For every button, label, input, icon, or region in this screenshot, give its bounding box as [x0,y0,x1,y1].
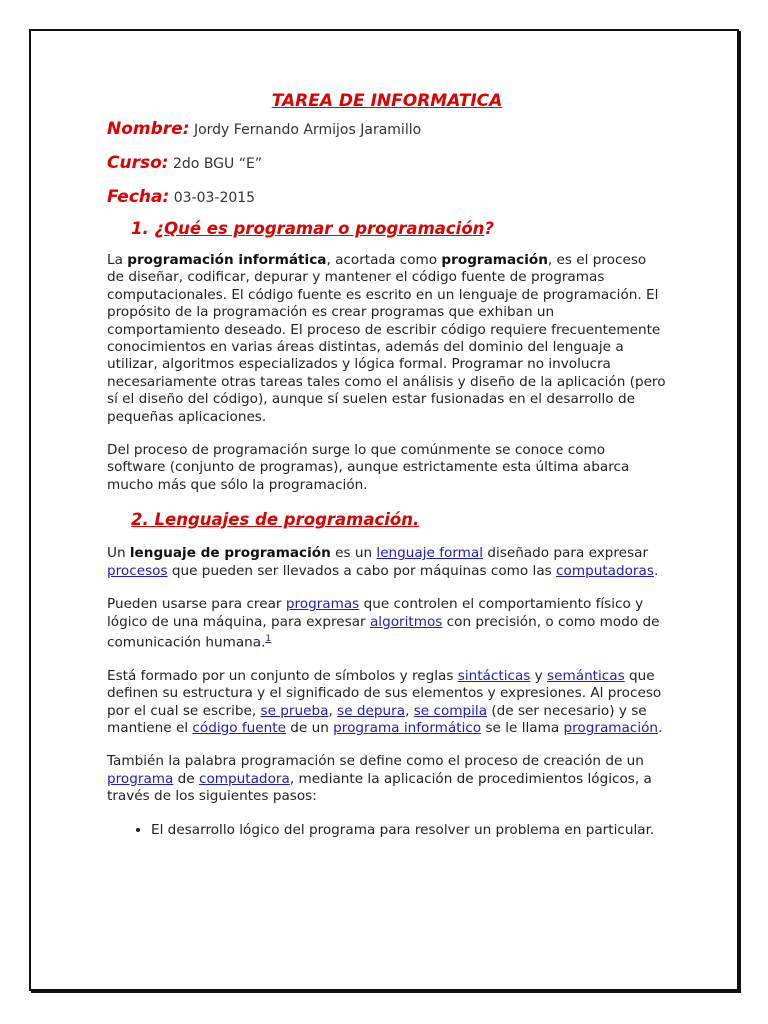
text-run: de [173,770,199,787]
document-content [107,91,667,839]
link-se-depura[interactable]: se depura [337,702,406,719]
section-2-heading [131,510,667,529]
section-1-paragraph-1 [107,252,667,426]
meta-course-label: Curso: [107,153,169,173]
text-run: . [653,562,659,579]
section-2-paragraph-3 [107,668,667,738]
text-run: , [405,702,414,719]
section-1-post: ? [484,219,494,238]
section-2-paragraph-2 [107,596,667,652]
document-page [29,29,739,991]
link-lenguaje-formal[interactable]: lenguaje formal [376,545,484,562]
section-1-heading [131,219,667,238]
section-1-number: 1. [131,219,155,238]
meta-date [107,185,667,210]
link-procesos[interactable]: procesos [107,562,168,579]
text-run: de un [285,720,334,737]
text-run: , acortada como [326,252,442,268]
text-run: La [107,252,128,268]
link-computadoras[interactable]: computadoras [556,562,654,579]
text-run: (de ser necesario) y se mantiene el [107,702,647,737]
link-programa-informatico[interactable]: programa informático [333,720,482,737]
section-1-paragraph-2: Del proceso de programación surge lo que comúnmente se conoce como software (conjunto de programas), aunque estrictamente esta última abarca mucho más que sólo la programación. [107,442,630,493]
link-programas[interactable]: programas [285,596,360,613]
text-run: . [658,720,663,737]
list-item: • El desarrollo lógico del programa para resolver un problema en particular. [151,822,667,839]
meta-course-value: 2do BGU “E” [168,156,263,172]
text-run: , es el proceso de diseñar, codificar, depurar y mantener el código fuente de programas computacionales. El código fuente es escrito en un lenguaje de programación. El propósito de la programación es crear programas que exhiban un comportamiento deseado. El proceso de escribir código requiere frecuentemente conocimientos en varias áreas distintas, además del dominio del lenguaje a utilizar, algoritmos especializados y lógica formal. Programar no involucra necesariamente otras tareas tales como el análisis y diseño de la aplicación (pero sí el diseño del código), aunque sí suelen estar fusionadas en el desarrollo de pequeñas aplicaciones. [107,252,666,425]
link-se-compila[interactable]: se compila [413,702,488,719]
text-run: También la palabra programación se define como el proceso de creación de un [107,753,644,770]
meta-course [107,151,667,176]
steps-list [107,822,667,839]
meta-name [107,117,667,142]
section-2-number: 2. [131,510,155,530]
text-run: es un [330,545,377,562]
section-1-title: Qué es programar o programación [164,219,485,238]
section-2-title: Lenguajes de programación. [154,510,420,530]
link-algoritmos[interactable]: algoritmos [369,613,443,630]
section-2-paragraph-1 [107,545,667,580]
meta-name-label: Nombre: [107,119,190,139]
text-run: diseñado para expresar [483,545,649,562]
bold-term: lenguaje de programación [129,545,331,562]
meta-date-label: Fecha: [107,187,170,207]
text-run: que controlen el comportamiento físico y lógico de una máquina, para expresar [107,596,644,630]
link-codigo-fuente[interactable]: código fuente [192,720,286,737]
section-1-pre: ¿ [154,219,165,238]
link-se-prueba[interactable]: se prueba [260,702,329,719]
bold-term: programación informática [127,252,327,268]
text-run: que pueden ser llevados a cabo por máquinas como las [167,562,557,579]
bold-term: programación [441,252,548,268]
link-computadora[interactable]: computadora [199,770,290,787]
text-run: , mediante la aplicación de procedimientos lógicos, a través de los siguientes pasos: [107,770,652,805]
link-semanticas[interactable]: semánticas [547,667,625,684]
text-run: Un [107,545,130,562]
text-run: , [328,702,338,719]
text-run: que definen su estructura y el significado de sus elementos y expresiones. Al proceso por el cual se escribe, [107,667,662,719]
text-run: con precisión, o como modo de comunicación humana. [107,613,660,651]
link-programacion[interactable]: programación [563,720,659,737]
section-2-paragraph-4 [107,753,667,805]
meta-date-value: 03-03-2015 [169,190,256,206]
text-run: se le llama [481,720,564,737]
link-programa[interactable]: programa [107,770,174,787]
text-run: Está formado por un conjunto de símbolos y reglas [107,667,458,684]
link-sintacticas[interactable]: sintácticas [457,667,531,684]
text-run: Pueden usarse para crear [107,596,286,613]
meta-name-value: Jordy Fernando Armijos Jaramillo [189,122,422,138]
text-run: y [530,667,548,684]
footnote-reference[interactable]: 1 [265,633,272,644]
document-title: TAREA DE INFORMATICA [271,91,503,111]
